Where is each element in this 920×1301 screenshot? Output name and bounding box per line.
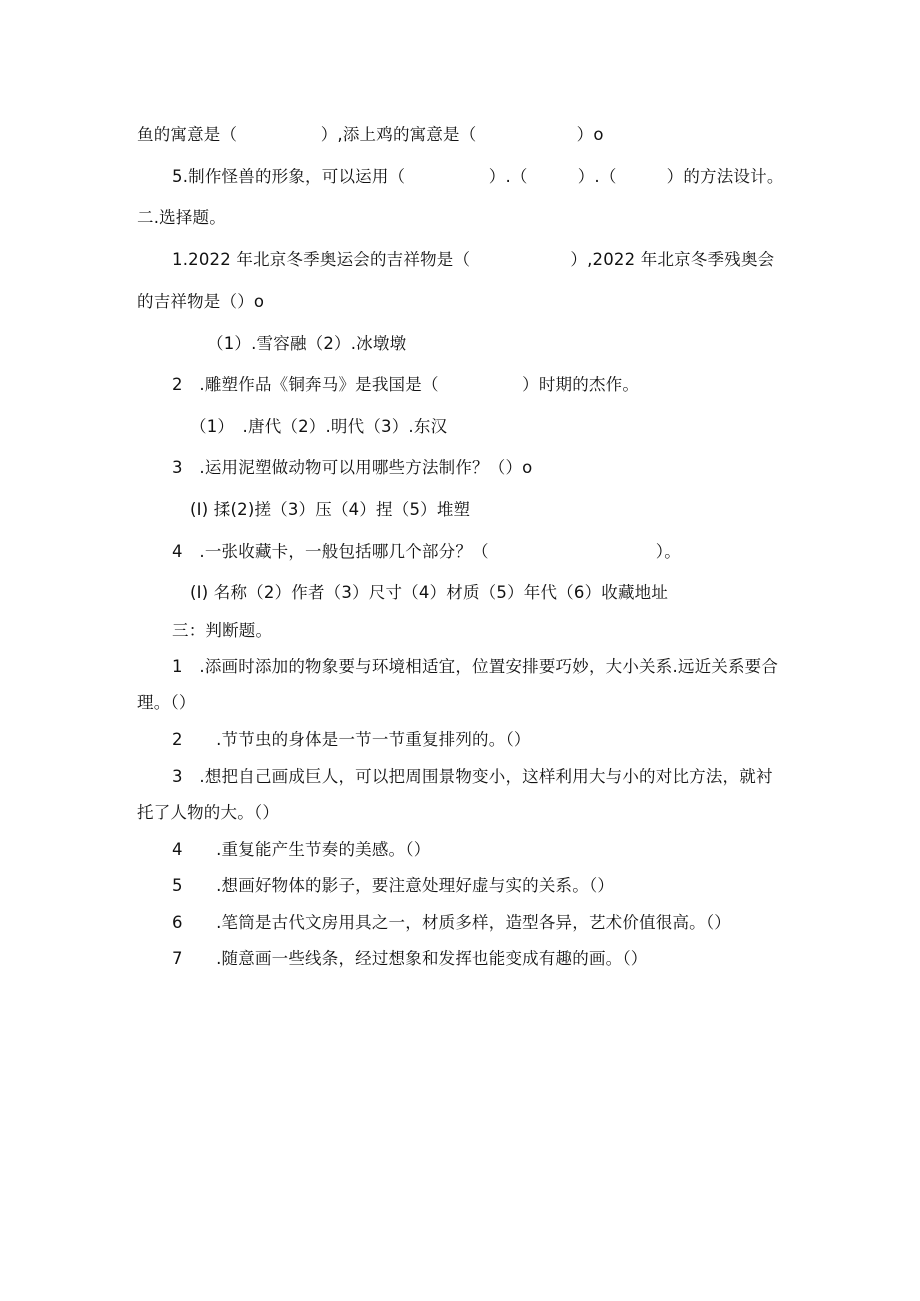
text-line: 5.制作怪兽的形象，可以运用（ ）.（ ）.（ ）的方法设计。 <box>172 167 784 186</box>
question-line: 7 .随意画一些线条，经过想象和发挥也能变成有趣的画。（） <box>172 949 648 968</box>
section-heading: 二.选择题。 <box>137 208 226 227</box>
option-line: （1） .唐代（2）.明代（3）.东汉 <box>190 417 448 436</box>
text-line: 托了人物的大。（） <box>137 803 280 822</box>
text-line: 的吉祥物是（）o <box>137 292 265 311</box>
question-line: 1.2022 年北京冬季奥运会的吉祥物是（ ）,2022 年北京冬季残奥会 <box>172 250 775 269</box>
question-line: 2 .雕塑作品《铜奔马》是我国是（ ）时期的杰作。 <box>172 375 640 394</box>
option-line: （1）.雪容融（2）.冰墩墩 <box>207 334 407 353</box>
option-line: (I) 揉(2)搓（3）压（4）捏（5）堆塑 <box>190 500 471 519</box>
question-line: 3 .想把自己画成巨人，可以把周围景物变小，这样利用大与小的对比方法，就衬 <box>172 767 773 786</box>
question-line: 6 .笔筒是古代文房用具之一，材质多样，造型各异，艺术价值很高。（） <box>172 913 731 932</box>
question-line: 4 .重复能产生节奏的美感。（） <box>172 840 431 859</box>
text-line: 鱼的寓意是（ ）,添上鸡的寓意是（ ）o <box>137 125 604 144</box>
text-line: 理。（） <box>137 693 196 712</box>
section-heading: 三：判断题。 <box>172 621 273 640</box>
question-line: 1 .添画时添加的物象要与环境相适宜，位置安排要巧妙，大小关系.远近关系要合 <box>172 657 779 676</box>
question-line: 5 .想画好物体的影子，要注意处理好虚与实的关系。（） <box>172 876 615 895</box>
question-line: 4 .一张收藏卡，一般包括哪几个部分？（ ）。 <box>172 542 681 561</box>
question-line: 2 .节节虫的身体是一节一节重复排列的。（） <box>172 730 531 749</box>
option-line: (I) 名称（2）作者（3）尺寸（4）材质（5）年代（6）收藏地址 <box>190 583 669 602</box>
question-line: 3 .运用泥塑做动物可以用哪些方法制作？（）o <box>172 458 533 477</box>
